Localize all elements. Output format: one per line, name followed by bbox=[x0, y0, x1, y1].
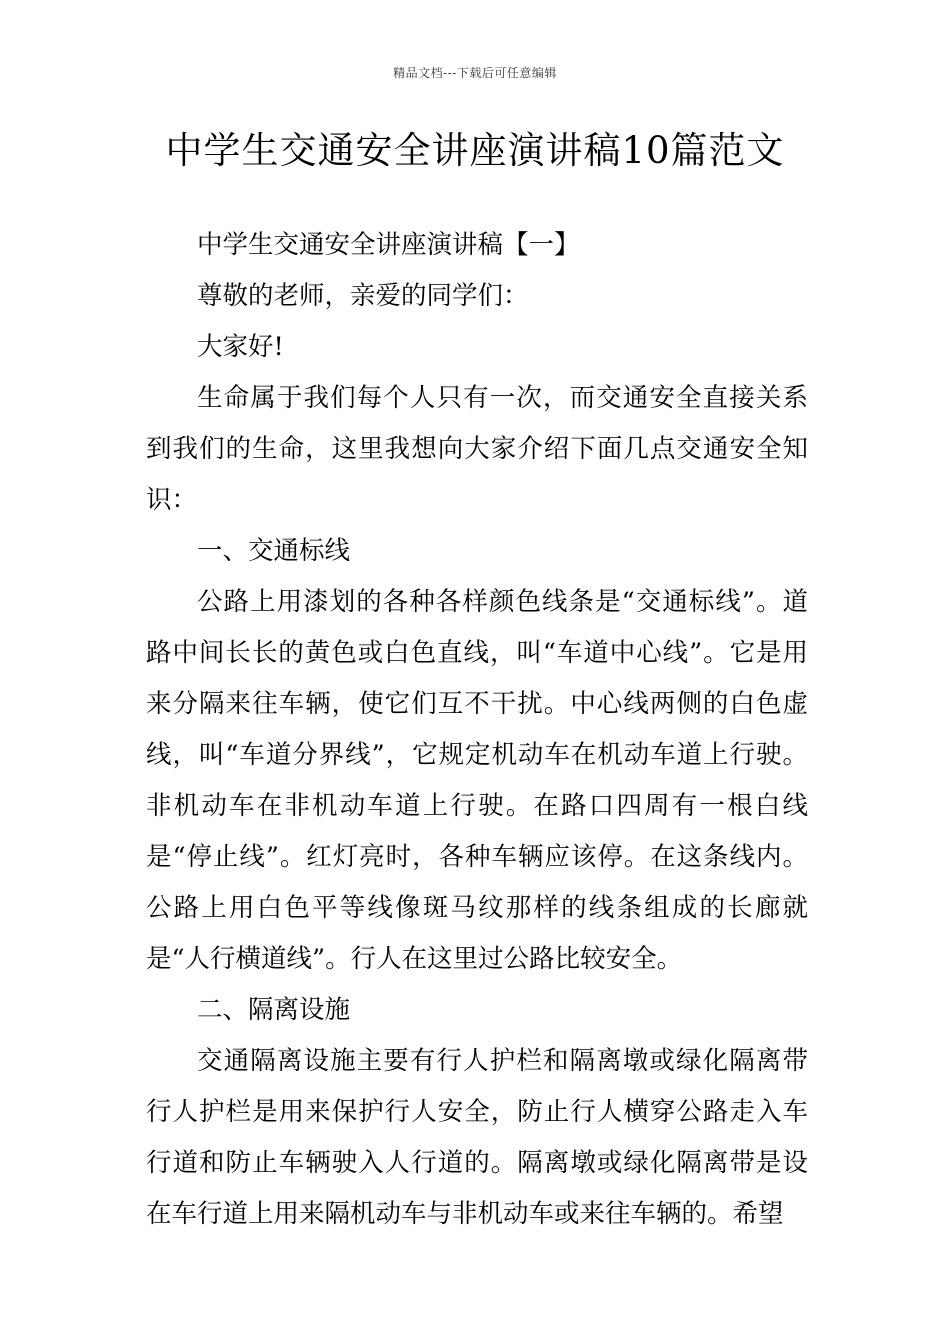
document-body bbox=[146, 220, 808, 1240]
paragraph-isolation-facilities: 交通隔离设施主要有行人护栏和隔离墩或绿化隔离带行人护栏是用来保护行人安全，防止行人横穿公路走入车行道和防止车辆驶入人行道的。隔离墩或绿化隔离带是设在车行道上用来隔机动车与非机动车或来往车辆的。希望 bbox=[146, 1046, 808, 1229]
greeting: 大家好! bbox=[197, 332, 284, 362]
subheading-traffic-markings: 一、交通标线 bbox=[197, 536, 351, 566]
paragraph-traffic-markings: 公路上用漆划的各种各样颜色线条是“交通标线”。道路中间长长的黄色或白色直线，叫“车道中心线”。它是用来分隔来往车辆，使它们互不干扰。中心线两侧的白色虚线，叫“车道分界线”，它规定机动车在机动车道上行驶。非机动车在非机动车道上行驶。在路口四周有一根白线是“停止线”。红灯亮时，各种车辆应该停。在这条线内。公路上用白色平等线像斑马纹那样的线条组成的长廊就是“人行横道线”。行人在这里过公路比较安全。 bbox=[146, 587, 808, 974]
subheading-isolation-facilities: 二、隔离设施 bbox=[197, 995, 351, 1025]
header-note: 精品文档---下载后可任意编辑 bbox=[393, 66, 557, 80]
section-heading-speech-one: 中学生交通安全讲座演讲稿【一】 bbox=[197, 230, 580, 260]
salutation: 尊敬的老师，亲爱的同学们： bbox=[197, 281, 529, 311]
intro-paragraph: 生命属于我们每个人只有一次，而交通安全直接关系到我们的生命，这里我想向大家介绍下面几点交通安全知识： bbox=[146, 383, 808, 515]
document-title: 中学生交通安全讲座演讲稿10篇范文 bbox=[165, 129, 785, 172]
